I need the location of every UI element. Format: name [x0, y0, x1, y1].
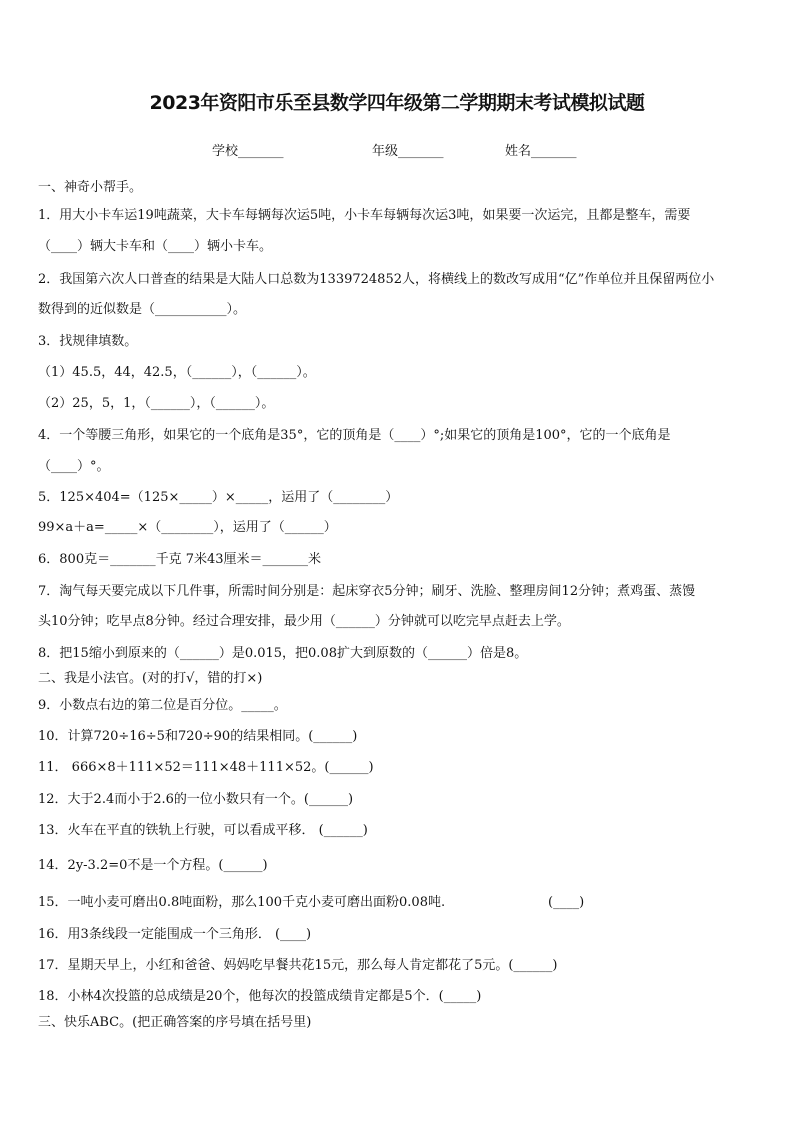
question-9: 9．小数点右边的第二位是百分位。_____。 — [38, 698, 287, 713]
question-8: 8．把15缩小到原来的（______）是0.015，把0.08扩大到原数的（______）倍是8。 — [38, 646, 528, 661]
school-field: 学校_______ — [212, 144, 284, 159]
question-7-line-2: 头10分钟；吃早点8分钟。经过合理安排，最少用（______）分钟就可以吃完早点赶去上学。 — [38, 614, 570, 629]
question-5-line-1: 5．125×404=（125×_____）×_____，运用了（________） — [38, 490, 399, 505]
question-13: 13．火车在平直的铁轨上行驶，可以看成平移． (______) — [38, 823, 368, 838]
question-3-part-1: （1）45.5，44，42.5，（______），（______）。 — [38, 365, 316, 380]
question-4-line-1: 4．一个等腰三角形，如果它的一个底角是35°，它的顶角是（____）°;如果它的顶角是100°，它的一个底角是 — [38, 428, 671, 443]
section-heading-1: 一、神奇小帮手。 — [38, 180, 143, 195]
question-14: 14．2y-3.2=0不是一个方程。(______) — [38, 858, 268, 873]
question-6: 6．800克＝_______千克 7米43厘米＝_______米 — [38, 552, 322, 567]
question-3: 3．找规律填数。 — [38, 334, 138, 349]
question-4-line-2: （____）°。 — [38, 459, 110, 474]
question-12: 12．大于2.4而小于2.6的一位小数只有一个。(______) — [38, 792, 354, 807]
section-heading-3: 三、快乐ABC。(把正确答案的序号填在括号里) — [38, 1015, 312, 1030]
question-5-line-2: 99×a＋a=_____×（________），运用了（______） — [38, 520, 337, 535]
question-17: 17．星期天早上，小红和爸爸、妈妈吃早餐共花15元，那么每人肯定都花了5元。(______) — [38, 958, 558, 973]
question-7-line-1: 7．淘气每天要完成以下几件事，所需时间分别是：起床穿衣5分钟；刷牙、洗脸、整理房间12分钟；煮鸡蛋、蒸馒 — [38, 584, 696, 599]
question-16: 16．用3条线段一定能围成一个三角形． (____) — [38, 927, 312, 942]
question-3-part-2: （2）25，5，1，（______），（______）。 — [38, 396, 275, 411]
page-title: 2023年资阳市乐至县数学四年级第二学期期末考试模拟试题 — [149, 92, 645, 114]
question-1-line-2: （____）辆大卡车和（____）辆小卡车。 — [38, 239, 273, 254]
question-11: 11． 666×8＋111×52＝111×48＋111×52。(______) — [38, 760, 374, 775]
question-15: 15．一吨小麦可磨出0.8吨面粉，那么100千克小麦可磨出面粉0.08吨. — [38, 895, 446, 910]
grade-field: 年级_______ — [372, 144, 444, 159]
section-heading-2: 二、我是小法官。(对的打√，错的打×) — [38, 671, 263, 686]
question-2-line-2: 数得到的近似数是（___________）。 — [38, 302, 247, 317]
question-10: 10．计算720÷16÷5和720÷90的结果相同。(______) — [38, 729, 358, 744]
question-2-line-1: 2．我国第六次人口普查的结果是大陆人口总数为1339724852人，将横线上的数改写成用“亿”作单位并且保留两位小 — [38, 272, 715, 287]
question-15-answer-blank: (____) — [548, 895, 585, 910]
name-field: 姓名_______ — [505, 144, 577, 159]
question-18: 18．小林4次投篮的总成绩是20个，他每次的投篮成绩肯定都是5个．(_____) — [38, 989, 482, 1004]
question-1-line-1: 1．用大小卡车运19吨蔬菜，大卡车每辆每次运5吨，小卡车每辆每次运3吨，如果要一次运完，且都是整车，需要 — [38, 208, 691, 223]
